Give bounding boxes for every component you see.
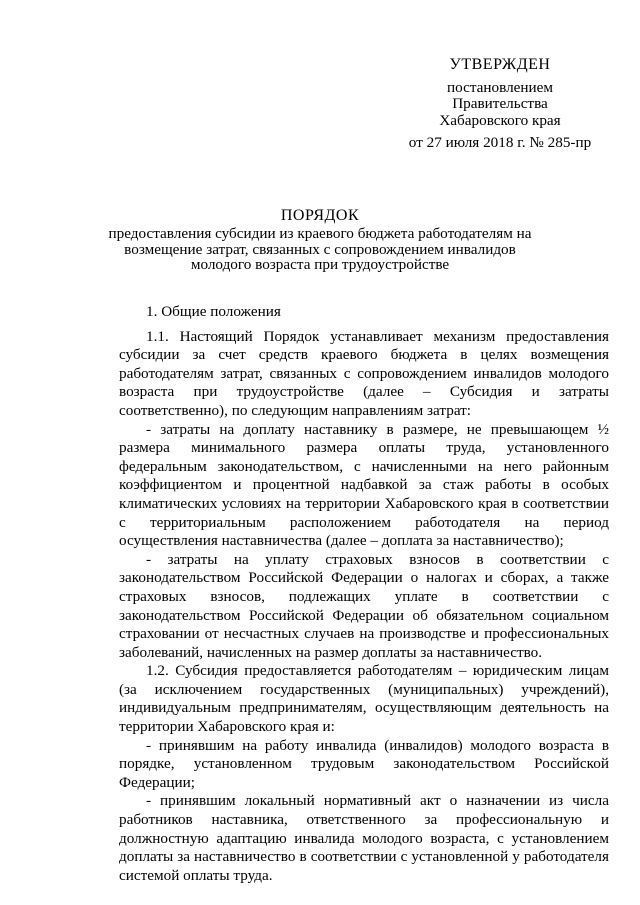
- approval-line-2: Правительства: [452, 95, 548, 113]
- document-title: ПОРЯДОК: [280, 207, 360, 224]
- list-item-local-act: - принявшим локальный нормативный акт о назначении из числа работников наставника, ответственного за профессиональную и должностную адаптацию инвалида молодого возраста, с установлением доплаты за наставничество в соответствии с установленной у работодателя системой оплаты труда.: [119, 792, 609, 884]
- approval-line-1: постановлением: [446, 78, 554, 96]
- list-item-hired: - принявшим на работу инвалида (инвалидов) молодого возраста в порядке, установленном трудовым законодательством Российской Федерации;: [119, 736, 609, 791]
- document-subtitle: предоставления субсидии из краевого бюджета работодателям на возмещение затрат, связанных с сопровождением инвалидов молодого возраста при трудоустройстве: [108, 225, 532, 273]
- list-item-mentor-bonus: - затраты на доплату наставнику в размере, не превышающем ½ размера минимального размера оплаты труда, установленного федеральным законодательством, с начисленными на него районным коэффициентом и процентной надбавкой за стаж работы в особых климатических условиях на территории Хабаровского края в соответствии с территориальным расположением работодателя на период осуществления наставничества (далее – доплата за наставничество);: [119, 420, 609, 550]
- paragraph-1-1: 1.1. Настоящий Порядок устанавливает механизм предоставления субсидии за счет средств краевого бюджета в целях возмещения работодателям затрат, связанных с сопровождением инвалидов молодого возраста при трудоустройстве (далее – Субсидия и затраты соответственно), по следующим направлениям затрат:: [119, 327, 609, 419]
- document-body: [119, 303, 609, 885]
- paragraph-1-2: 1.2. Субсидия предоставляется работодателям – юридическим лицам (за исключением государственных (муниципальных) учреждений), индивидуальным предпринимателям, осуществляющим деятельность на территории Хабаровского края и:: [119, 662, 609, 736]
- approval-heading: УТВЕРЖДЕН: [449, 56, 551, 73]
- approval-line-3: Хабаровского края: [439, 111, 561, 129]
- approval-block: [395, 56, 605, 153]
- list-item-insurance: - затраты на уплату страховых взносов в соответствии с законодательством Российской Федерации о налогах и сборах, а также страховых взносов, подлежащих уплате в соответствии с законодательством Российской Федерации об обязательном социальном страховании от несчастных случаев на производстве и профессиональных заболеваний, начисленных на размер доплаты за наставничество.: [119, 550, 609, 661]
- approval-date: от 27 июля 2018 г. № 285-пр: [408, 134, 592, 152]
- section-heading: 1. Общие положения: [146, 303, 281, 320]
